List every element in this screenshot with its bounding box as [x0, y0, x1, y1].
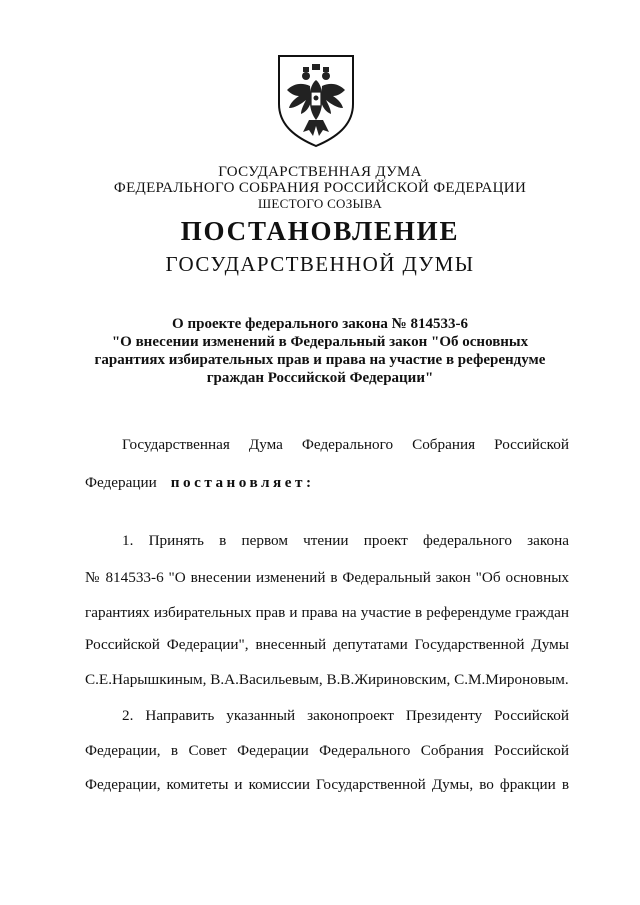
bill-title-line2: "О внесении изменений в Федеральный закон "Об основных [111, 334, 529, 350]
bill-title-line3: гарантиях избирательных прав и права на участие в референдуме [94, 352, 546, 368]
intro-paragraph-line1: Государственная Дума Федерального Собрания Российской [122, 436, 569, 453]
item1-line5: С.Е.Нарышкиным, В.А.Васильевым, В.В.Жириновским, С.М.Мироновым. [85, 671, 569, 688]
intro-word-federation: Федерации [85, 474, 157, 491]
intro-paragraph-line2 [85, 474, 569, 492]
document-title: ПОСТАНОВЛЕНИЕ [180, 216, 460, 246]
bill-title-line4: граждан Российской Федерации" [206, 370, 434, 386]
item1-line2: № 814533-6 "О внесении изменений в Федеральный закон "Об основных [85, 569, 569, 586]
parliament-name-line1: ГОСУДАРСТВЕННАЯ ДУМА [218, 164, 422, 180]
item1-line3: гарантиях избирательных прав и права на участие в референдуме граждан [85, 604, 569, 621]
parliament-name-line2: ФЕДЕРАЛЬНОГО СОБРАНИЯ РОССИЙСКОЙ ФЕДЕРАЦИИ [113, 180, 527, 196]
bill-title-line1: О проекте федерального закона № 814533-6 [172, 316, 468, 332]
coat-of-arms-emblem [273, 52, 359, 148]
item2-line3: Федерации, комитеты и комиссии Государственной Думы, во фракции в [85, 776, 569, 793]
resolves-keyword: постановляет: [170, 474, 315, 491]
item2-line1: 2. Направить указанный законопроект Президенту Российской [122, 707, 569, 724]
document-subtitle: ГОСУДАРСТВЕННОЙ ДУМЫ [165, 252, 475, 276]
item1-line1: 1. Принять в первом чтении проект федерального закона [122, 532, 569, 549]
item1-line4: Российской Федерации", внесенный депутатами Государственной Думы [85, 636, 569, 653]
item2-line2: Федерации, в Совет Федерации Федерального Собрания Российской [85, 742, 569, 759]
convocation-label: ШЕСТОГО СОЗЫВА [257, 196, 383, 211]
